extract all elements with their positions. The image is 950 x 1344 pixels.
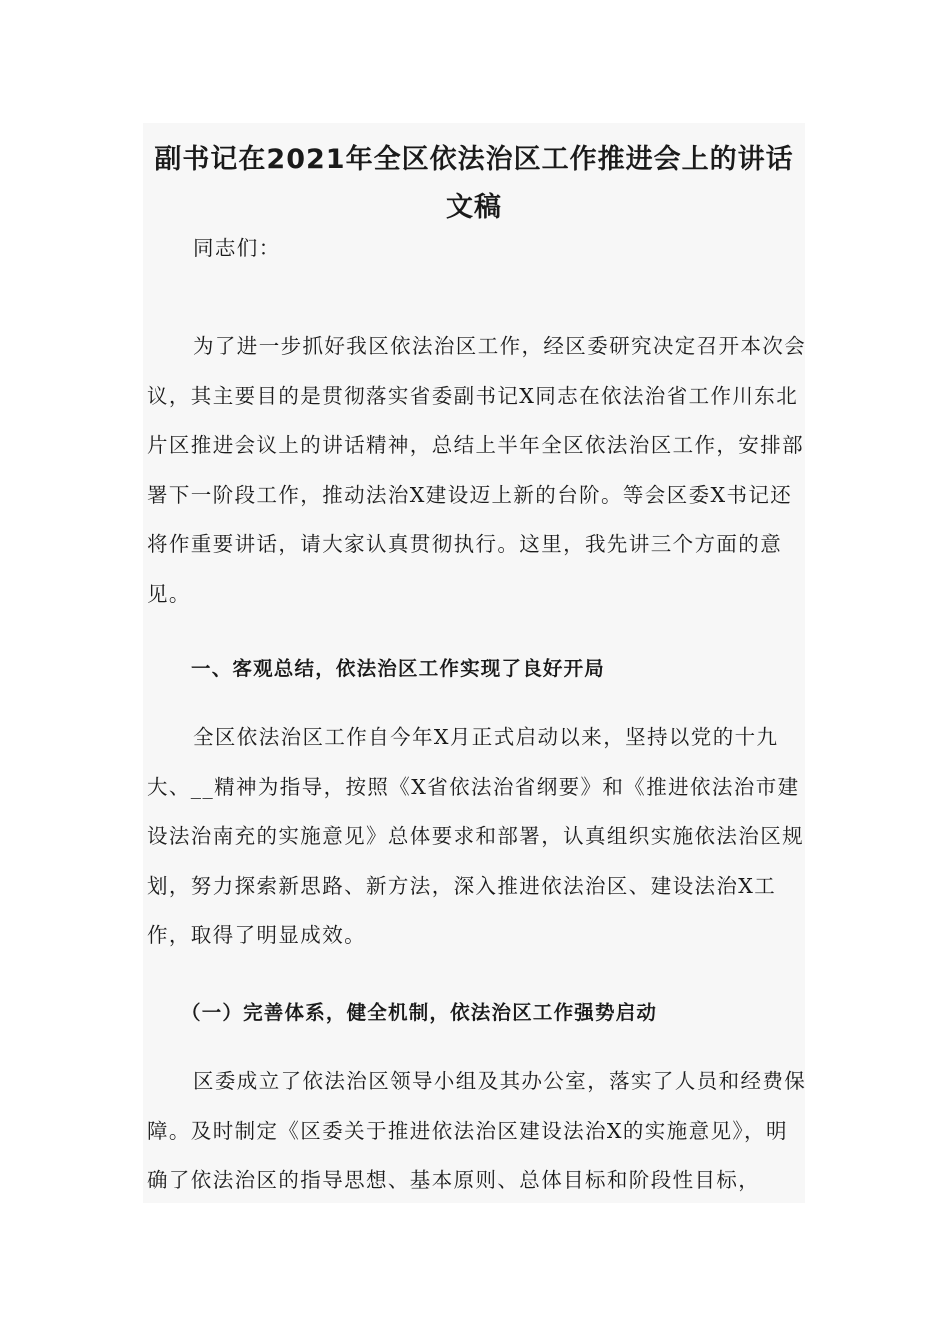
document-title-line-1: 副书记在2021年全区依法治区工作推进会上的讲话 bbox=[154, 144, 794, 175]
salutation-text: 同志们： bbox=[193, 236, 281, 260]
subsection-1-heading: （一）完善体系，健全机制，依法治区工作强势启动 bbox=[181, 1001, 658, 1024]
subsection-1-paragraph bbox=[147, 1057, 807, 1206]
document-page bbox=[143, 123, 805, 1203]
section-1-paragraph bbox=[147, 713, 807, 961]
intro-paragraph bbox=[147, 322, 807, 619]
section-1-paragraph-text: 全区依法治区工作自今年X月正式启动以来，坚持以党的十九大、__精神为指导，按照《X省依法治省纲要》和《推进依法治市建设法治南充的实施意见》总体要求和部署，认真组织实施依法治区规划，努力探索新思路、新方法，深入推进依法治区、建设法治X工作，取得了明显成效。 bbox=[147, 725, 804, 947]
document-title-line-2: 文稿 bbox=[446, 192, 502, 223]
subsection-1-paragraph-text: 区委成立了依法治区领导小组及其办公室，落实了人员和经费保障。及时制定《区委关于推进依法治区建设法治X的实施意见》，明确了依法治区的指导思想、基本原则、总体目标和阶段性目标， bbox=[147, 1069, 807, 1192]
section-1-heading: 一、客观总结，依法治区工作实现了良好开局 bbox=[191, 657, 606, 680]
intro-paragraph-text: 为了进一步抓好我区依法治区工作，经区委研究决定召开本次会议，其主要目的是贯彻落实省委副书记X同志在依法治省工作川东北片区推进会议上的讲话精神，总结上半年全区依法治区工作，安排部署下一阶段工作，推动法治X建设迈上新的台阶。等会区委X书记还将作重要讲话，请大家认真贯彻执行。这里，我先讲三个方面的意见。 bbox=[147, 334, 807, 606]
salutation bbox=[147, 224, 807, 274]
